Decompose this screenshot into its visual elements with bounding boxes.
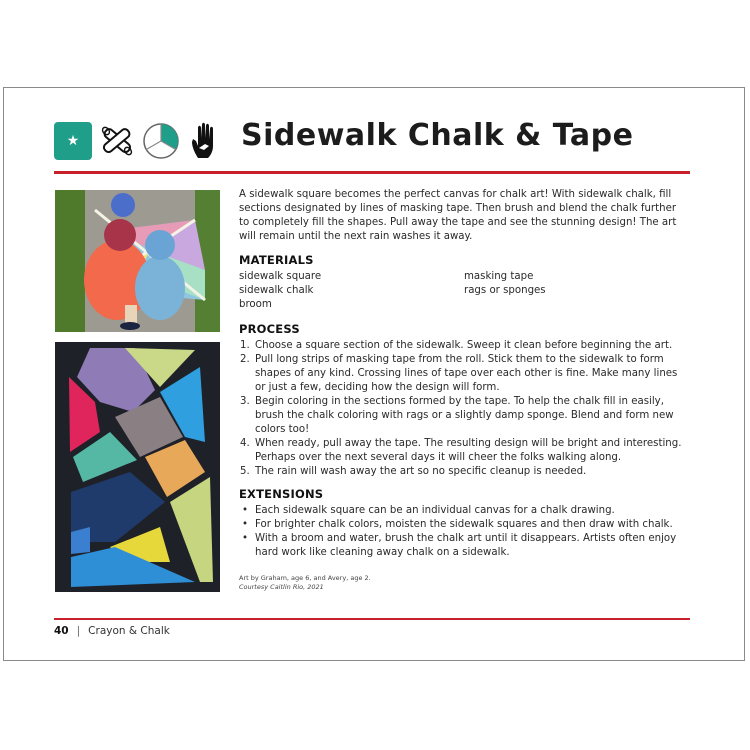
art-credit: Art by Graham, age 6, and Avery, age 2. (239, 574, 371, 582)
process-step: 4. When ready, pull away the tape. The resulting design will be bright and interesting. Perhaps over the next several days it will cheer the folks walking along. (253, 437, 689, 465)
star-glyph: ★ (66, 133, 80, 149)
star-icon (54, 122, 92, 160)
photo-chalk-art (55, 342, 220, 592)
chalk-sticks-icon (98, 122, 136, 160)
hand-icon (186, 122, 224, 160)
time-pie-icon (142, 122, 180, 160)
process-step: 2. Pull long strips of masking tape from the roll. Stick them to the sidewalk to form shapes of any kind. Crossing lines of tape over each other is fine. Make many lines or just a few, deciding how the design will form. (253, 353, 689, 395)
page-footer (54, 625, 170, 637)
photo-credit (239, 574, 371, 592)
materials-heading: MATERIALS (239, 253, 314, 267)
process-list (239, 339, 689, 479)
materials-list (239, 270, 689, 312)
extension-item: • For brighter chalk colors, moisten the sidewalk squares and then draw with chalk. (253, 518, 689, 532)
material-item: sidewalk square (239, 271, 322, 282)
activity-icons (54, 122, 224, 160)
section-name: Crayon & Chalk (88, 625, 170, 637)
footer-separator: | (76, 625, 81, 637)
page-title: Sidewalk Chalk & Tape (241, 118, 634, 153)
page-number: 40 (54, 625, 69, 637)
intro-paragraph: A sidewalk square becomes the perfect canvas for chalk art! With sidewalk chalk, fill sections designated by lines of masking tape. Then brush and blend the chalk further to completely fill the shapes. Pull away the tape and see the stunning design! The art will remain until the next rain washes it away. (239, 189, 677, 242)
extension-item: • Each sidewalk square can be an individual canvas for a chalk drawing. (253, 504, 689, 518)
extension-item: • With a broom and water, brush the chalk art until it disappears. Artists often enjoy hard work like cleaning away chalk on a sidewalk. (253, 532, 689, 560)
extensions-heading: EXTENSIONS (239, 487, 324, 501)
process-step: 3. Begin coloring in the sections formed by the tape. To help the chalk fill in easily, brush the chalk coloring with rags or a slightly damp sponge. Blend and form new colors too! (253, 395, 689, 437)
process-heading: PROCESS (239, 322, 300, 336)
material-item: broom (239, 299, 272, 310)
article-body (239, 188, 689, 570)
extensions-list (239, 504, 689, 560)
material-item: rags or sponges (464, 285, 546, 296)
header-rule (54, 171, 690, 174)
material-item: masking tape (464, 271, 534, 282)
process-step: 5. The rain will wash away the art so no specific cleanup is needed. (253, 465, 689, 479)
photo-children-chalk (55, 190, 220, 332)
footer-rule (54, 618, 690, 620)
courtesy-credit: Courtesy Caitlin Rio, 2021 (239, 583, 324, 591)
process-step: 1. Choose a square section of the sidewalk. Sweep it clean before beginning the art. (253, 339, 689, 353)
material-item: sidewalk chalk (239, 285, 314, 296)
